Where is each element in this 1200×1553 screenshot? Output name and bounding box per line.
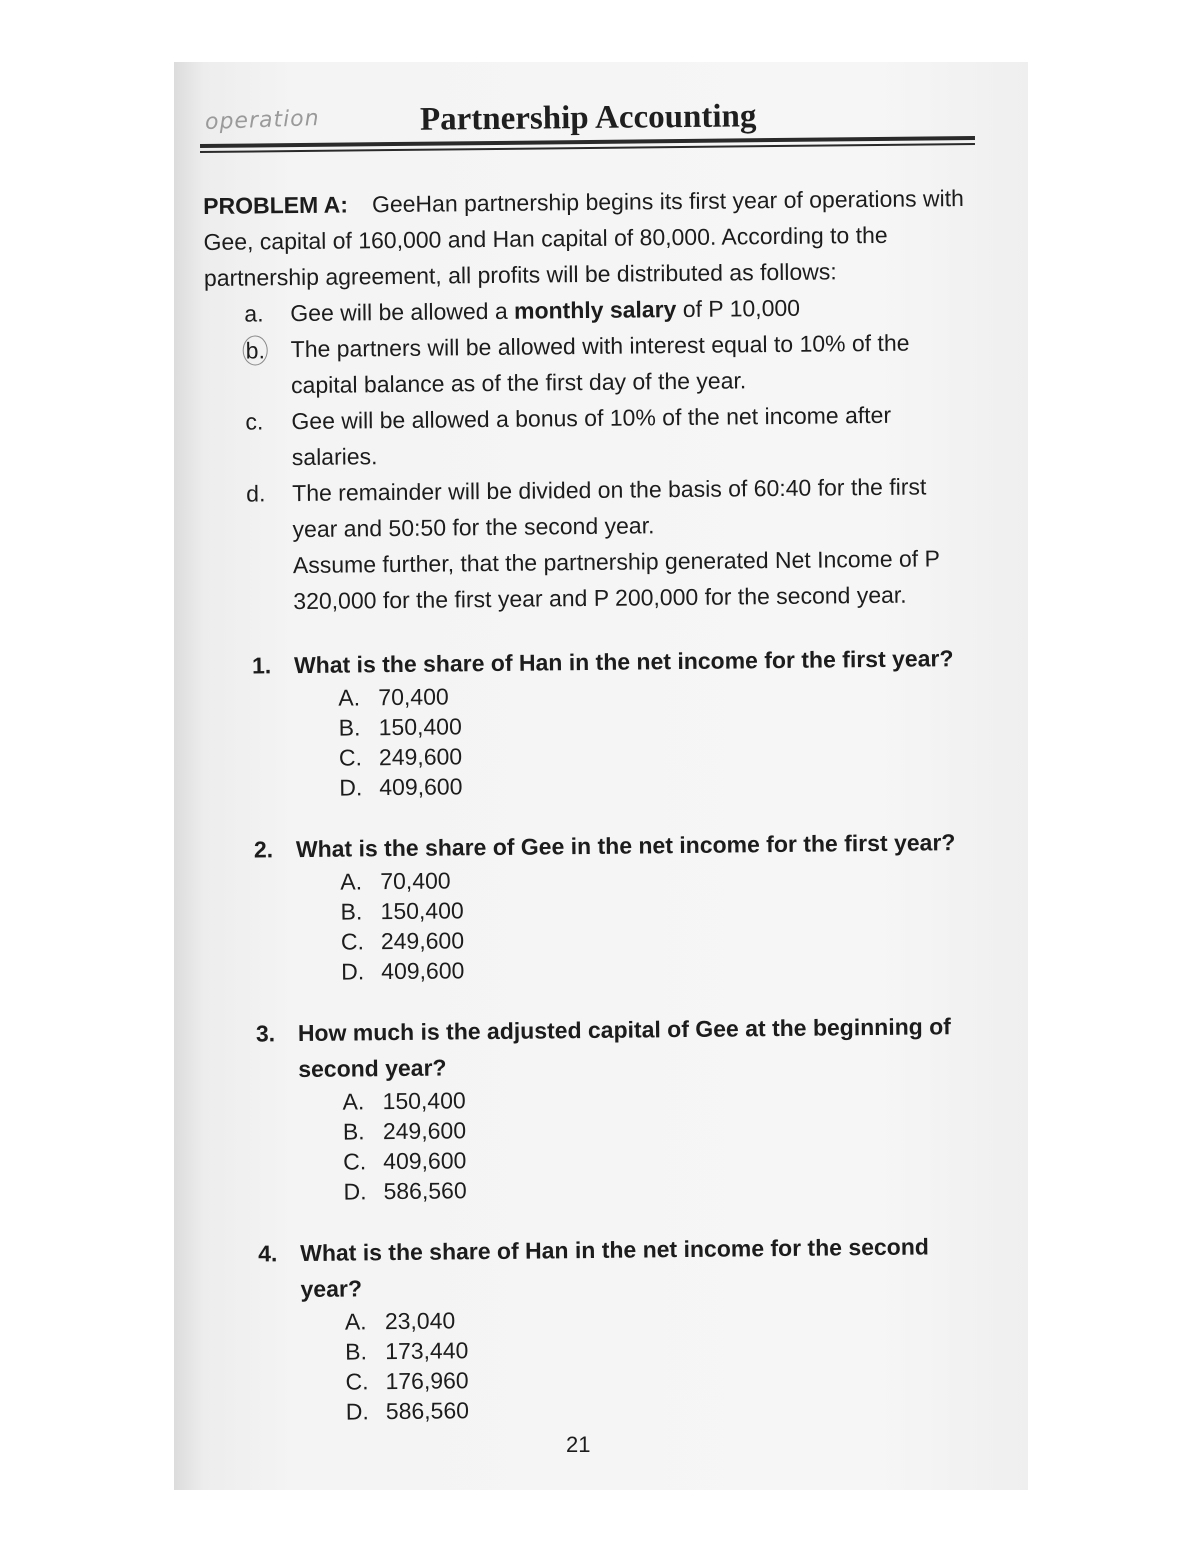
problem-content [203, 180, 986, 1456]
problem-intro-text: GeeHan partnership begins its first year of operations with Gee, capital of 160,000 and Han capital of 80,000. According to the partnership agreement, all profits will be distributed as follows: [203, 185, 965, 291]
choice-letter: B. [345, 1338, 368, 1365]
choice-letter: B. [342, 1118, 365, 1145]
rule-text: The remainder will be divided on the basis of 60:40 for the first year and 50:50 for the second year. [292, 473, 927, 543]
question-item [208, 640, 980, 804]
choice-letter: D. [343, 1178, 367, 1205]
question-item [210, 824, 982, 988]
choice-value: 249,600 [380, 927, 465, 955]
rule-letter-circled: b. [243, 335, 269, 365]
choice-value: 409,600 [383, 1147, 467, 1175]
choice-letter: C. [343, 1148, 367, 1175]
choice-value: 586,560 [385, 1397, 470, 1425]
rule-text: Gee will be allowed a bonus of 10% of the net income after salaries. [291, 401, 892, 471]
choice-item[interactable] [346, 1390, 986, 1427]
question-number: 4. [258, 1240, 278, 1267]
choice-value: 586,560 [383, 1177, 467, 1205]
choice-letter: A. [344, 1308, 367, 1335]
choice-value: 176,960 [385, 1367, 469, 1395]
choice-letter: A. [340, 868, 363, 895]
question-number: 1. [251, 652, 272, 679]
question-stem: What is the share of Gee in the net income for the first year? [295, 829, 956, 863]
choice-value: 70,400 [378, 683, 449, 711]
choice-item[interactable] [343, 1170, 983, 1207]
rule-letter: c. [245, 408, 264, 435]
rule-item [205, 324, 976, 404]
choice-value: 70,400 [380, 867, 451, 895]
choice-value: 249,600 [382, 1117, 467, 1145]
choice-letter: D. [341, 958, 365, 985]
page-number: 21 [566, 1432, 591, 1457]
choice-list [294, 676, 979, 803]
rule-emphasis: monthly salary [513, 296, 677, 324]
distribution-rules [204, 288, 977, 548]
choice-value: 173,440 [385, 1337, 469, 1365]
rule-text: The partners will be allowed with interest equal to 10% of the capital balance as of the first day of the year. [290, 329, 910, 399]
choice-list [301, 1300, 986, 1427]
choice-letter: A. [338, 684, 361, 711]
rule-text: Gee will be allowed a [290, 297, 515, 327]
question-stem: What is the share of Han in the net income for the first year? [293, 645, 954, 679]
assumption-text: Assume further, that the partnership generated Net Income of P 320,000 for the first year and P 200,000 for the second year. [292, 545, 940, 615]
choice-letter: C. [340, 928, 365, 955]
page-title: Partnership Accounting [419, 98, 757, 138]
choice-value: 150,400 [382, 1087, 466, 1115]
rule-letter: a. [244, 300, 264, 327]
question-number: 3. [255, 1020, 276, 1047]
question-stem: How much is the adjusted capital of Gee at the beginning of second year? [297, 1013, 951, 1083]
choice-letter: B. [338, 714, 361, 741]
choice-letter: D. [345, 1398, 369, 1425]
question-number: 2. [253, 836, 274, 863]
choice-letter: A. [342, 1088, 365, 1115]
choice-item[interactable] [341, 950, 981, 987]
rule-letter: d. [246, 480, 266, 507]
question-stem: What is the share of Han in the net income for the second year? [300, 1233, 930, 1303]
question-item [214, 1228, 986, 1428]
choice-list [296, 860, 981, 987]
choice-list [298, 1080, 983, 1207]
choice-letter: D. [339, 774, 363, 801]
rule-item [206, 468, 977, 548]
choice-letter: B. [340, 898, 363, 925]
choice-value: 409,600 [379, 773, 463, 801]
choice-value: 150,400 [380, 897, 464, 925]
question-list [208, 640, 986, 1428]
choice-item[interactable] [339, 766, 979, 803]
choice-letter: C. [345, 1368, 369, 1395]
question-item [212, 1008, 984, 1208]
choice-value: 409,600 [381, 957, 465, 985]
choice-letter: C. [338, 744, 363, 771]
choice-value: 249,600 [378, 743, 463, 771]
rule-item [205, 396, 976, 476]
problem-label: PROBLEM A: [203, 191, 349, 219]
choice-value: 150,400 [378, 713, 462, 741]
problem-intro [203, 180, 974, 296]
rule-text-tail: of P 10,000 [676, 294, 801, 323]
handwritten-note: operation [204, 106, 321, 135]
choice-value: 23,040 [384, 1307, 456, 1335]
